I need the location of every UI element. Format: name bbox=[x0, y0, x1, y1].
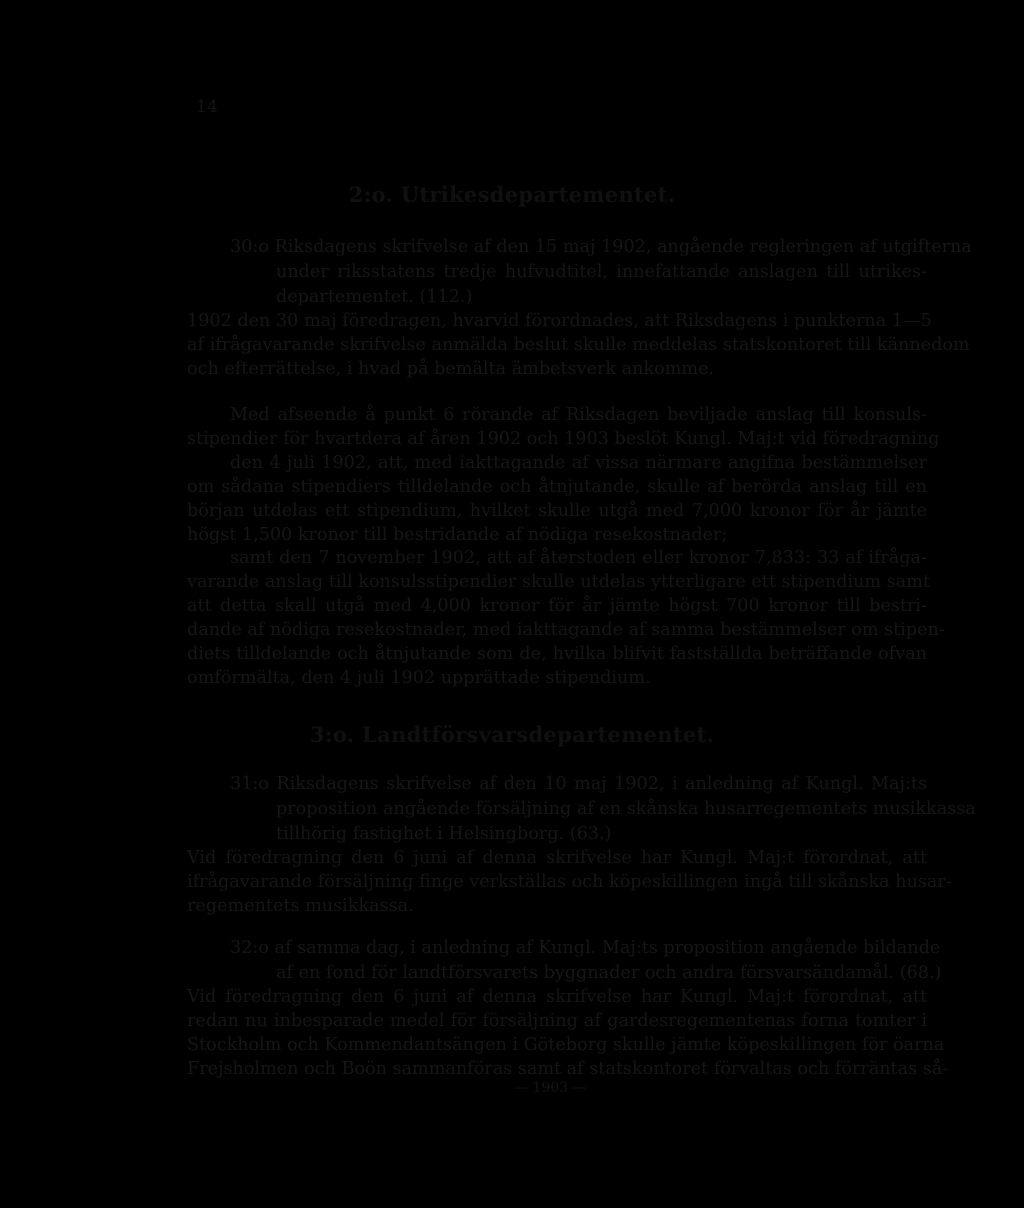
paragraph-line: under riksstatens tredje hufvudtitel, innefattande anslagen till utrikes- bbox=[276, 262, 927, 282]
paragraph-line: Vid föredragning den 6 juni af denna skrifvelse har Kungl. Maj:t förordnat, att bbox=[187, 987, 927, 1007]
section-heading-landtforsvar: 3:o. Landtförsvarsdepartementet. bbox=[309, 722, 715, 747]
paragraph-line: af ifrågavarande skrifvelse anmälda beslut skulle meddelas statskontoret till kännedom bbox=[187, 335, 970, 355]
paragraph-line: 31:o Riksdagens skrifvelse af den 10 maj 1902, i anledning af Kungl. Maj:ts bbox=[230, 774, 927, 794]
paragraph-line: tillhörig fastighet i Helsingborg. (63.) bbox=[276, 824, 612, 844]
paragraph-line: Stockholm och Kommendantsängen i Göteborg skulle jämte köpeskillingen för öarna bbox=[187, 1035, 945, 1055]
paragraph-line: redan nu inbesparade medel för försäljning af gardesregementenas forna tomter i bbox=[187, 1011, 927, 1031]
paragraph-line: proposition angående försäljning af en skånska husarregementets musikkassa bbox=[276, 799, 976, 819]
paragraph-line: 1902 den 30 maj föredragen, hvarvid förordnades, att Riksdagens i punkterna 1—5 bbox=[187, 311, 932, 331]
paragraph-line: om sådana stipendiers tilldelande och åtnjutande, skulle af berörda anslag till en bbox=[187, 477, 927, 497]
page-footer: — 1903 — bbox=[514, 1080, 587, 1096]
paragraph-line: regementets musikkassa. bbox=[187, 896, 414, 916]
paragraph-line: ifrågavarande försäljning finge verkställas och köpeskillingen ingå till skånska husar- bbox=[187, 872, 952, 892]
paragraph-line: varande anslag till konsulsstipendier skulle utdelas ytterligare ett stipendium samt bbox=[187, 572, 930, 592]
paragraph-line: af en fond för landtförsvarets byggnader och andra försvarsändamål. (68.) bbox=[276, 963, 942, 983]
page-number: 14 bbox=[196, 97, 218, 117]
paragraph-line: 30:o Riksdagens skrifvelse af den 15 maj 1902, angående regleringen af utgifterna bbox=[230, 237, 972, 257]
paragraph-line: början utdelas ett stipendium, hvilket skulle utgå med 7,000 kronor för år jämte bbox=[187, 501, 927, 521]
paragraph-line: att detta skall utgå med 4,000 kronor för år jämte högst 700 kronor till bestri- bbox=[187, 596, 927, 616]
section-heading-utrikes: 2:o. Utrikesdepartementet. bbox=[348, 182, 676, 207]
paragraph-line: stipendier för hvartdera af åren 1902 och 1903 beslöt Kungl. Maj:t vid föredragning bbox=[187, 429, 940, 449]
paragraph-line: omförmälta, den 4 juli 1902 upprättade stipendium. bbox=[187, 668, 651, 688]
paragraph-line: och efterrättelse, i hvad på bemälta ämbetsverk ankomme. bbox=[187, 359, 715, 379]
paragraph-line: Frejsholmen och Boön sammanföras samt af statskontoret förvaltas och förräntas så- bbox=[187, 1059, 949, 1079]
paragraph-line: 32:o af samma dag, i anledning af Kungl. Maj:ts proposition angående bildande bbox=[230, 938, 941, 958]
paragraph-line: diets tilldelande och åtnjutande som de, hvilka blifvit fastställda beträffande ofvan bbox=[187, 644, 927, 664]
paragraph-line: Vid föredragning den 6 juni af denna skrifvelse har Kungl. Maj:t förordnat, att bbox=[187, 848, 927, 868]
paragraph-line: departementet. (112.) bbox=[276, 287, 473, 307]
paragraph-line: samt den 7 november 1902, att af återstoden eller kronor 7,833: 33 af ifråga- bbox=[230, 548, 927, 568]
paragraph-line: högst 1,500 kronor till bestridande af nödiga resekostnader; bbox=[187, 525, 728, 545]
paragraph-line: Med afseende å punkt 6 rörande af Riksdagen beviljade anslag till konsuls- bbox=[230, 405, 927, 425]
paragraph-line: den 4 juli 1902, att, med iakttagande af vissa närmare angifna bestämmelser bbox=[230, 453, 927, 473]
paragraph-line: dande af nödiga resekostnader, med iakttagande af samma bestämmelser om stipen- bbox=[187, 620, 945, 640]
